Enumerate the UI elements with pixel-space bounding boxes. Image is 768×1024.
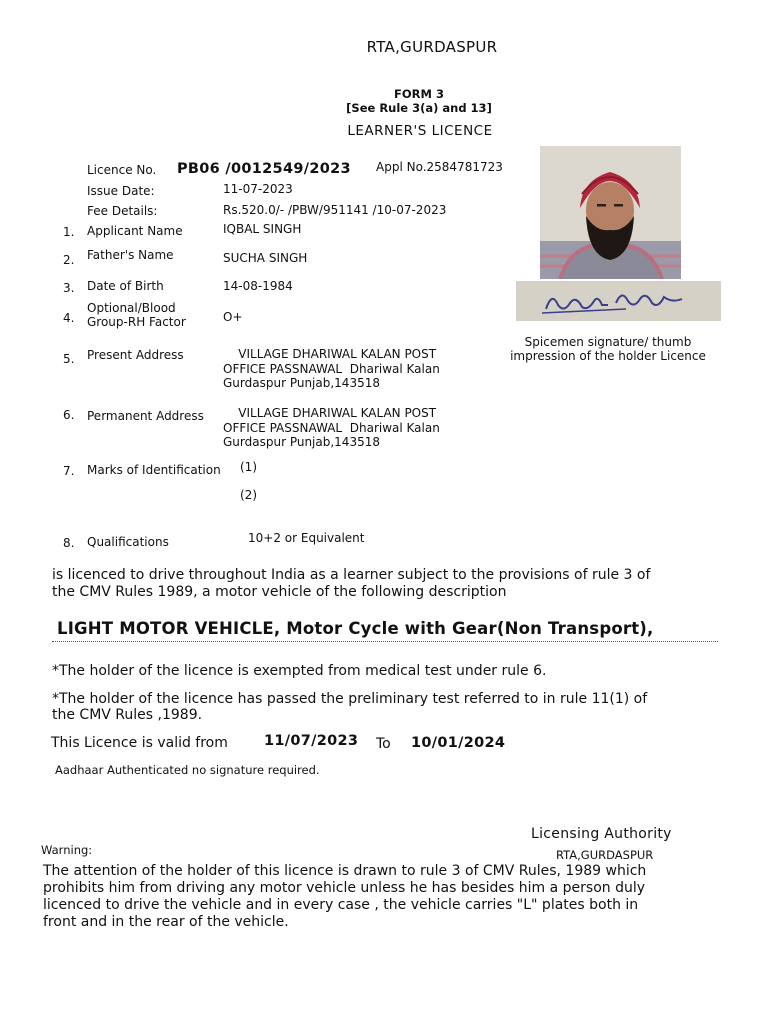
specimen-caption-line1: Spicemen signature/ thumb xyxy=(524,335,692,349)
warning-line4: front and in the rear of the vehicle. xyxy=(43,914,289,930)
appl-no: Appl No.2584781723 xyxy=(376,160,503,174)
warning-label: Warning: xyxy=(41,843,93,857)
blood-group-label-line1: Optional/Blood xyxy=(87,301,176,315)
licensing-authority-office: RTA,GURDASPUR xyxy=(556,848,654,862)
vehicle-class: LIGHT MOTOR VEHICLE, Motor Cycle with Gear(Non Transport), xyxy=(57,619,654,638)
present-address-label: Present Address xyxy=(87,348,184,362)
valid-from-date: 11/07/2023 xyxy=(264,733,359,749)
warning-line3: licenced to drive the vehicle and in every case , the vehicle carries "L" plates both in xyxy=(43,897,639,913)
fathers-name-value: SUCHA SINGH xyxy=(223,251,308,265)
office-title: RTA,GURDASPUR xyxy=(366,38,498,56)
warning-line1: The attention of the holder of this licence is drawn to rule 3 of CMV Rules, 1989 which xyxy=(43,863,647,879)
field-number: 6. xyxy=(63,408,75,422)
warning-line2: prohibits him from driving any motor vehicle unless he has besides him a person duly xyxy=(43,880,646,896)
fee-details-value: Rs.520.0/- /PBW/951141 /10-07-2023 xyxy=(223,203,447,217)
field-number: 8. xyxy=(63,536,75,550)
qualifications-label: Qualifications xyxy=(87,535,169,549)
field-number: 3. xyxy=(63,281,75,295)
licence-no-value: PB06 /0012549/2023 xyxy=(177,161,351,177)
identification-marks-label: Marks of Identification xyxy=(87,463,221,477)
issue-date-label: Issue Date: xyxy=(87,184,155,198)
blood-group-value: O+ xyxy=(223,310,243,324)
document-title: LEARNER'S LICENCE xyxy=(347,123,493,139)
dob-label: Date of Birth xyxy=(87,279,164,293)
dotted-divider xyxy=(52,641,718,642)
issue-date-value: 11-07-2023 xyxy=(223,182,293,196)
identification-mark-2: (2) xyxy=(240,488,257,502)
field-number: 1. xyxy=(63,225,75,239)
holder-photo xyxy=(540,146,681,279)
intro-line2: the CMV Rules 1989, a motor vehicle of the following description xyxy=(52,584,507,600)
valid-from-label: This Licence is valid from xyxy=(51,735,228,751)
intro-line1: is licenced to drive throughout India as a learner subject to the provisions of rule 3 of xyxy=(52,567,651,583)
present-address-value: VILLAGE DHARIWAL KALAN POST OFFICE PASSNAWAL Dhariwal Kalan Gurdaspur Punjab,143518 xyxy=(223,347,440,390)
identification-mark-1: (1) xyxy=(240,460,257,474)
permanent-address-label: Permanent Address xyxy=(87,409,204,423)
dob-value: 14-08-1984 xyxy=(223,279,293,293)
holder-signature xyxy=(516,281,721,321)
licence-no-label: Licence No. xyxy=(87,163,157,177)
exempt-note: *The holder of the licence is exempted from medical test under rule 6. xyxy=(52,663,547,679)
permanent-address-value: VILLAGE DHARIWAL KALAN POST OFFICE PASSNAWAL Dhariwal Kalan Gurdaspur Punjab,143518 xyxy=(223,406,440,449)
specimen-caption-line2: impression of the holder Licence xyxy=(510,349,706,363)
passed-note-line2: the CMV Rules ,1989. xyxy=(52,707,203,723)
passed-note-line1: *The holder of the licence has passed the preliminary test referred to in rule 11(1) of xyxy=(52,691,648,707)
field-number: 4. xyxy=(63,311,75,325)
field-number: 2. xyxy=(63,253,75,267)
field-number: 5. xyxy=(63,352,75,366)
field-number: 7. xyxy=(63,464,75,478)
blood-group-label-line2: Group-RH Factor xyxy=(87,315,186,329)
licensing-authority-title: Licensing Authority xyxy=(531,826,672,842)
rule-reference: [See Rule 3(a) and 13] xyxy=(346,101,492,115)
form-number: FORM 3 xyxy=(394,87,444,101)
fee-details-label: Fee Details: xyxy=(87,204,158,218)
qualifications-value: 10+2 or Equivalent xyxy=(248,531,365,545)
valid-to-label: To xyxy=(376,736,391,752)
fathers-name-label: Father's Name xyxy=(87,248,174,262)
valid-to-date: 10/01/2024 xyxy=(411,735,506,751)
applicant-name-label: Applicant Name xyxy=(87,224,183,238)
applicant-name-value: IQBAL SINGH xyxy=(223,222,302,236)
aadhaar-note: Aadhaar Authenticated no signature required. xyxy=(55,763,320,777)
